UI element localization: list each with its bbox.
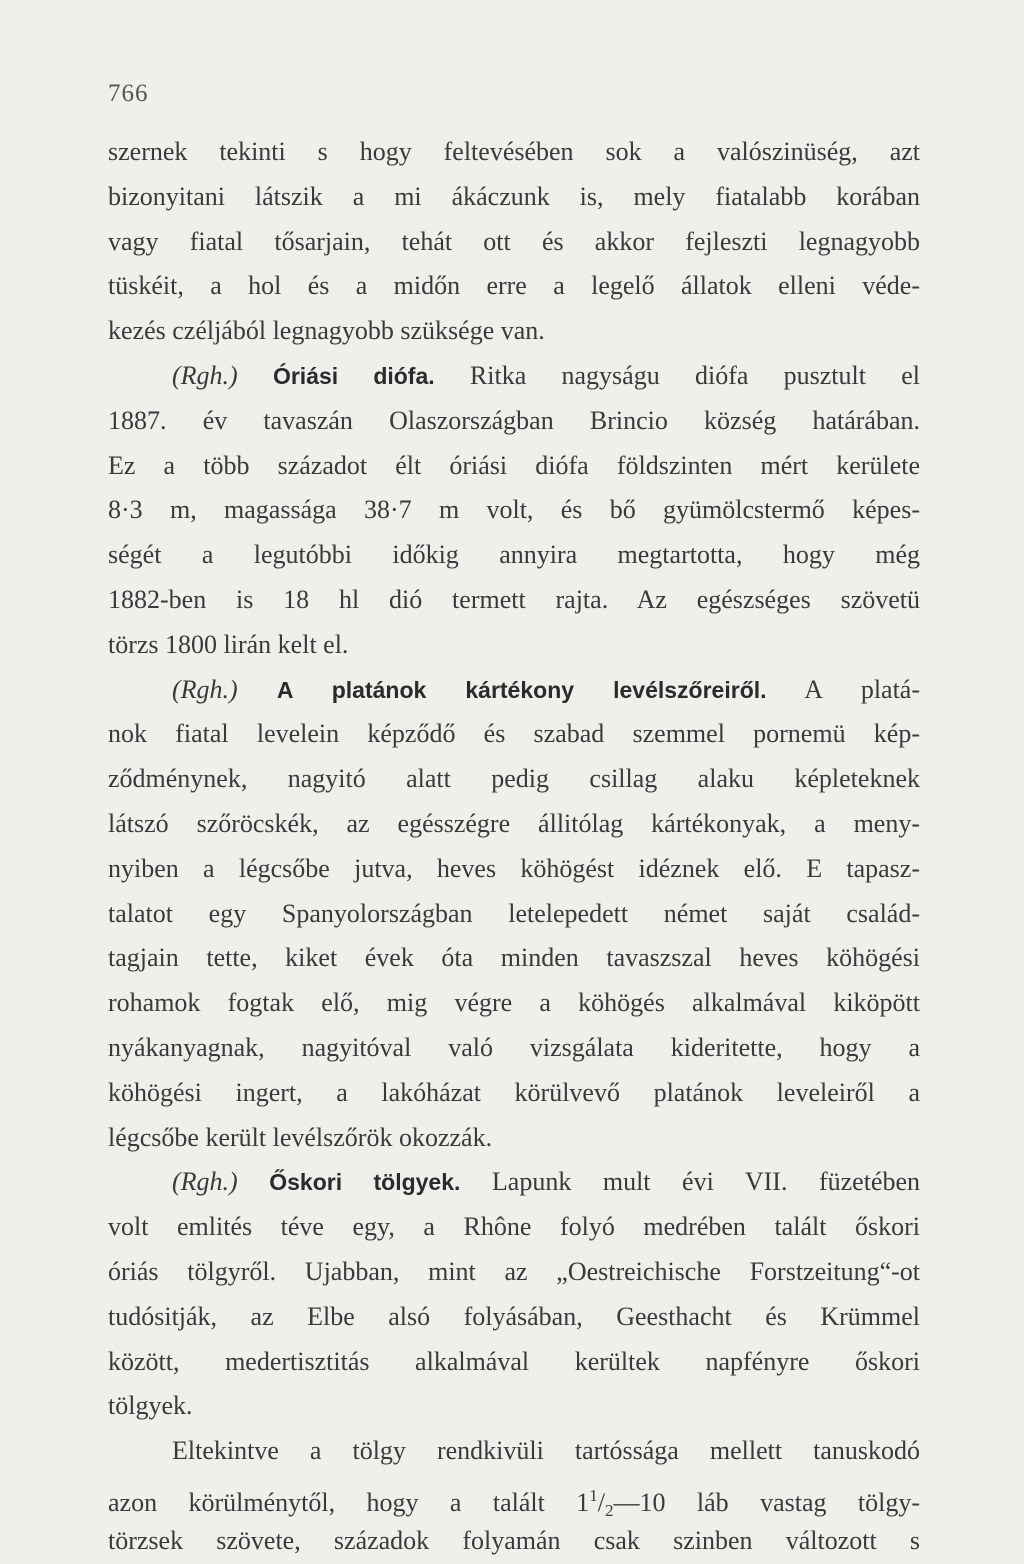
text-segment: ződménynek, nagyitó alatt pedig csillag alaku képleteknek bbox=[108, 764, 920, 794]
section-heading: Őskori tölgyek. bbox=[269, 1169, 461, 1196]
fraction-denominator: 2 bbox=[604, 1500, 614, 1520]
text-segment: Lapunk mult évi VII. füzetében bbox=[491, 1167, 920, 1197]
text-segment: tüskéit, a hol és a midőn erre a legelő állatok elleni véde- bbox=[108, 271, 920, 301]
fraction-numerator: 1 bbox=[589, 1485, 598, 1505]
text-segment: bizonyitani látszik a mi ákáczunk is, mely fiatalabb korában bbox=[108, 181, 920, 211]
text-segment: tagjain tette, kiket évek óta minden tavaszszal heves köhögési bbox=[108, 943, 920, 973]
text-segment: talatot egy Spanyolországban letelepedett német saját család- bbox=[108, 898, 920, 928]
section-heading-line bbox=[108, 668, 920, 713]
author-signature: (Rgh.) bbox=[172, 1167, 238, 1197]
text-segment: köhögési ingert, a lakóházat körülvevő platánok leveleiről a bbox=[108, 1077, 920, 1107]
text-segment: vagy fiatal tősarjain, tehát ott és akkor fejleszti legnagyobb bbox=[108, 226, 920, 256]
text-segment: között, medertisztitás alkalmával kerültek napfényre őskori bbox=[108, 1346, 920, 1376]
text-line bbox=[108, 1250, 920, 1295]
text-segment: törzs 1800 lirán kelt el. bbox=[108, 629, 349, 659]
text-segment: szernek tekinti s hogy feltevésében sok a valószinüség, azt bbox=[108, 137, 920, 166]
author-signature: (Rgh.) bbox=[172, 674, 238, 704]
text-segment: nyákanyagnak, nagyitóval való vizsgálata kideritette, hogy a bbox=[108, 1032, 920, 1062]
text-line bbox=[108, 1384, 920, 1429]
text-segment: törzsek szövete, századok folyamán csak szinben változott s bbox=[108, 1525, 920, 1555]
text-segment: Ritka nagyságu diófa pusztult el bbox=[469, 360, 920, 390]
section-heading: Óriási diófa. bbox=[272, 362, 435, 389]
text-line bbox=[108, 936, 920, 981]
text-segment: tölgyek. bbox=[108, 1391, 193, 1421]
text-line bbox=[108, 399, 920, 444]
section-heading: A platánok kártékony levélszőreiről. bbox=[276, 676, 767, 703]
text-segment: óriás tölgyről. Ujabban, mint az „Oestreichische Forstzeitung“-ot bbox=[108, 1256, 920, 1286]
text-segment: 8·3 m, magassága 38·7 m volt, és bő gyümölcstermő képes- bbox=[108, 495, 920, 525]
page-number: 766 bbox=[108, 80, 149, 107]
section-heading-line bbox=[108, 354, 920, 399]
text-segment: —10 láb vastag tölgy- bbox=[613, 1487, 921, 1517]
section-heading-line bbox=[108, 1160, 920, 1205]
text-line bbox=[108, 1071, 920, 1116]
text-segment: 1882-ben is 18 hl dió termett rajta. Az egészséges szövetü bbox=[108, 584, 920, 614]
text-line bbox=[108, 1116, 920, 1161]
text-line bbox=[108, 1205, 920, 1250]
text-line bbox=[108, 444, 920, 489]
text-line bbox=[108, 981, 920, 1026]
text-line bbox=[108, 220, 920, 265]
text-line bbox=[108, 892, 920, 937]
text-segment: légcsőbe került levélszőrök okozzák. bbox=[108, 1122, 493, 1152]
text-segment: ségét a legutóbbi időkig annyira megtartotta, hogy még bbox=[108, 540, 920, 570]
text-segment: kezés czéljából legnagyobb szüksége van. bbox=[108, 316, 545, 346]
text-line bbox=[108, 1519, 920, 1564]
text-segment: rohamok fogtak elő, mig végre a köhögés alkalmával kiköpött bbox=[108, 988, 920, 1018]
text-line bbox=[108, 264, 920, 309]
text-segment: tudósitják, az Elbe alsó folyásában, Geesthacht és Krümmel bbox=[108, 1301, 920, 1331]
text-segment: nyiben a légcsőbe jutva, heves köhögést idéznek elő. E tapasz- bbox=[108, 853, 920, 883]
text-line bbox=[108, 847, 920, 892]
text-line bbox=[108, 712, 920, 757]
text-line bbox=[108, 1026, 920, 1071]
text-line bbox=[108, 1429, 920, 1474]
fraction-slash: / bbox=[597, 1487, 605, 1517]
text-line bbox=[108, 1295, 920, 1340]
text-segment: Ez a több századot élt óriási diófa földszinten mért kerülete bbox=[108, 450, 920, 480]
body-text bbox=[108, 130, 920, 1564]
text-line bbox=[108, 1340, 920, 1385]
text-line bbox=[108, 488, 920, 533]
text-segment: nok fiatal levelein képződő és szabad szemmel pornemü kép- bbox=[108, 719, 920, 749]
text-line bbox=[108, 578, 920, 623]
text-segment: azon körülménytől, hogy a talált 1 bbox=[108, 1487, 590, 1517]
text-segment: látszó szőröcskék, az egésszégre állitólag kártékonyak, a meny- bbox=[108, 808, 920, 838]
text-line bbox=[108, 802, 920, 847]
text-line bbox=[108, 757, 920, 802]
text-line bbox=[108, 309, 920, 354]
text-segment: volt emlités téve egy, a Rhône folyó medrében talált őskori bbox=[108, 1212, 920, 1242]
author-signature: (Rgh.) bbox=[172, 360, 238, 390]
text-segment: 1887. év tavaszán Olaszországban Brincio község határában. bbox=[108, 405, 920, 435]
text-line bbox=[108, 175, 920, 220]
text-line bbox=[108, 130, 920, 175]
text-segment: Eltekintve a tölgy rendkivüli tartóssága mellett tanuskodó bbox=[172, 1436, 920, 1466]
text-segment: A platá- bbox=[804, 674, 921, 704]
text-line bbox=[108, 533, 920, 578]
text-line bbox=[108, 623, 920, 668]
